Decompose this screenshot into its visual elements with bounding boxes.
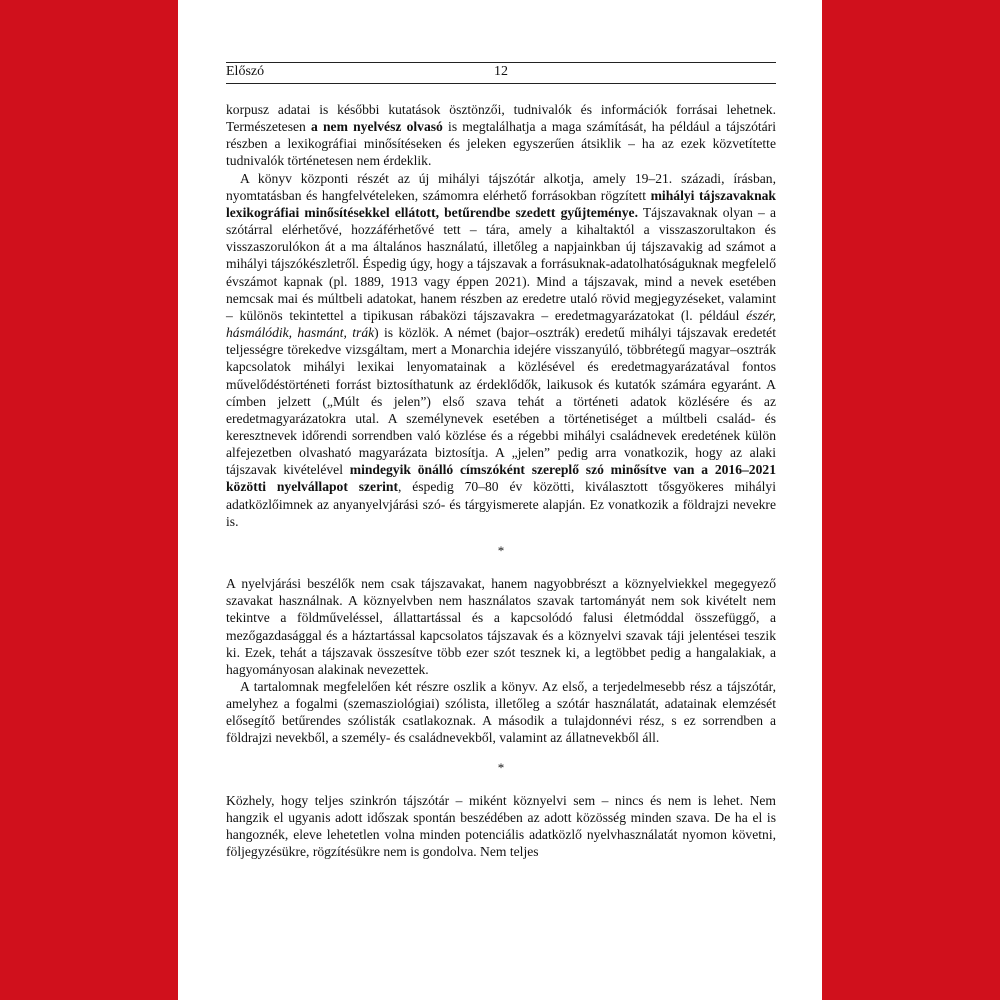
page-number: 12 (494, 64, 508, 79)
text-run: korpusz adatai is későbbi kutatások ösztönzői, tudnivalók és információk forrásai lehetnek. Természetesen (226, 102, 776, 135)
section-separator: * (497, 759, 505, 775)
text-run: Tájszavaknak olyan – a szótárral elérhetővé, hozzáférhetővé tett – tára, amely a kihaltaktól a visszaszorultakon és visszaszorulókon át a ma általános használatú, illetőleg a napjainkban új tájszavakig ad számot a mihályi tájszókészletről. Éspedig úgy, hogy a tájszavak a forrásuknak-adatolhatóságuknak megfelelő évszámot kapnak (pl. 1889, 1913 vagy éppen 2021). Mind a tájszavak, mind a nevek esetében nemcsak mai és múltbeli adatokat, hanem részben az eredetre utaló rövid megjegyzéseket, valamint – különös tekintettel a tipikusan rábaközi tájszavakra – eredetmagyarázatokat (l. például (226, 204, 776, 323)
section-title: Előszó (226, 64, 265, 79)
paragraph-3: A nyelvjárási beszélők nem csak tájszavakat, hanem nagyobbrészt a köznyelviekkel megegyező szavakat használnak. A köznyelvben nem használatos szavak tartományát nem sok kivételt nem tekintve a földműveléssel, állattartással és a kapcsolódó falusi életmóddal összefüggő, a mezőgazdasággal és a háztartással kapcsolatos tájszavak és a köznyelvi szavak táji jelentései teszik ki. Ezek, tehát a tájszavak összesítve több ezer szót tesznek ki, a legtöbbet pedig a hangalakiak, a hagyományosan alakinak nevezettek. (226, 576, 776, 677)
text-run: ) is közlök. A német (bajor–osztrák) eredetű mihályi tájszavak eredetét teljességre törekedve vizsgáltam, mert a Monarchia idejére visszanyúló, többrétegű magyar–osztrák kapcsolatok mihályi lexikai lenyomatainak a közlésével és eredetmagyarázatával fontos művelődéstörténeti forrást biztosíthatunk az érdeklődők, laikusok és kutatók számára egyaránt. A címben jelzett („Múlt és jelen”) első szava tehát a történeti adatok közlésére és az eredetmagyarázatokra utal. A személynevek esetében a történetiséget a múltbeli család- és keresztnevek időrendi sorrendben való közlése és a régebbi mihályi családnevek eredetének külön alfejezetben olvasható magyarázata biztosítja. A „jelen” pedig arra vonatkozik, hogy az alaki tájszavak kivételével (226, 325, 776, 478)
bold-run: mihályi tájszavaknak lexikográfiai minősítésekkel ellátott, betűrendbe szedett gyűjteménye. (226, 187, 776, 220)
paragraph-1 (226, 101, 776, 170)
text-run: A könyv központi részét az új mihályi tájszótár alkotja, amely 19–21. századi, írásban, nyomtatásban és hangfelvételeken, számomra elérhető forrásokban rögzített (226, 170, 776, 203)
bold-run: a nem nyelvész olvasó (311, 119, 443, 135)
page-body (226, 101, 776, 860)
italic-run: észér, hásmálódik, hasmánt, trák (226, 307, 776, 341)
paragraph-2 (226, 170, 776, 530)
text-run: is megtalálhatja a maga számítását, ha például a tájszótári részben a lexikográfiai minősítéseken és jeleken egyszerűen átsiklik – ha az ezek közvetítette tudnivalók történetesen nem érdeklik. (226, 119, 776, 169)
section-separator: * (497, 542, 505, 558)
text-run: , éspedig 70–80 év közötti, kiválasztott tősgyökeres mihályi adatközlőimnek az anyanyelvjárási szó- és tárgyismerete alapján. Ez vonatkozik a földrajzi nevekre is. (226, 479, 776, 529)
running-header (226, 62, 776, 84)
paragraph-4: A tartalomnak megfelelően két részre oszlik a könyv. Az első, a terjedelmesebb rész a tájszótár, amelyhez a fogalmi (szemasziológiai) szólista, illetőleg a szótár használatát, adatainak elemzését elősegítő betűrendes szólisták csatlakoznak. A második a tulajdonnévi rész, s ez sorrendben a földrajzi nevekből, a személy- és családnevekből, valamint az állatnevekből áll. (226, 679, 776, 746)
book-page (178, 0, 822, 1000)
bold-run: mindegyik önálló címszóként szereplő szó minősítve van a 2016–2021 közötti nyelvállapot szerint (226, 462, 776, 495)
paragraph-5: Közhely, hogy teljes szinkrón tájszótár – miként köznyelvi sem – nincs és nem is lehet. Nem hangzik el ugyanis adott időszak spontán beszédében az adott közösség minden szava. De ha el is hangoznék, eleve lehetetlen volna minden potenciális adatközlő nyelvhasználatát nyomon követni, följegyzésükre, rögzítésükre nem is gondolva. Nem teljes (226, 792, 776, 860)
